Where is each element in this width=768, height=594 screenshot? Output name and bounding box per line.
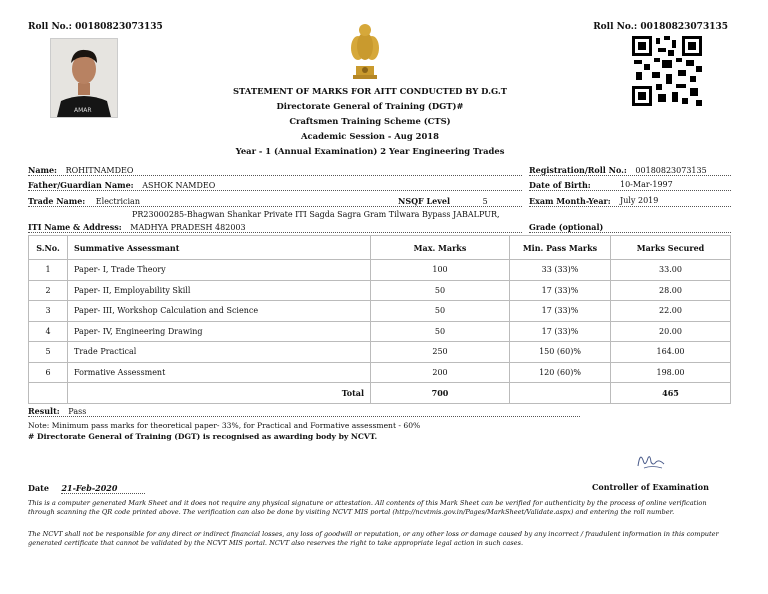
row-sno: 5 bbox=[29, 342, 68, 363]
row-max: 100 bbox=[371, 260, 510, 281]
row-min: 150 (60)% bbox=[510, 342, 611, 363]
row-sno: 6 bbox=[29, 362, 68, 383]
grade-row bbox=[529, 222, 603, 232]
iti-row bbox=[28, 222, 246, 232]
dob-label: Date of Birth: bbox=[529, 180, 591, 190]
father-row bbox=[28, 180, 215, 190]
row-sno: 1 bbox=[29, 260, 68, 281]
row-secured: 20.00 bbox=[611, 321, 731, 342]
marks-table bbox=[28, 235, 731, 404]
candidate-photo bbox=[50, 38, 118, 118]
total-min-blank bbox=[510, 383, 611, 404]
trade-label: Trade Name: bbox=[28, 196, 86, 206]
iti-label: ITI Name & Address: bbox=[28, 222, 122, 232]
name-dotted-line bbox=[28, 175, 522, 176]
row-assessment: Paper- III, Workshop Calculation and Science bbox=[68, 301, 371, 322]
exam-dotted-line bbox=[529, 206, 731, 207]
iti-dotted-line bbox=[28, 232, 522, 233]
registration-dotted-line bbox=[529, 175, 731, 176]
table-row bbox=[29, 260, 731, 281]
row-min: 33 (33)% bbox=[510, 260, 611, 281]
date-label: Date bbox=[28, 483, 49, 493]
row-min: 17 (33)% bbox=[510, 321, 611, 342]
row-max: 50 bbox=[371, 321, 510, 342]
registration-row bbox=[529, 165, 707, 175]
name-value: ROHITNAMDEO bbox=[65, 166, 134, 175]
header-assessment: Summative Assessmant bbox=[68, 236, 371, 260]
table-row bbox=[29, 280, 731, 301]
header-min-pass: Min. Pass Marks bbox=[510, 236, 611, 260]
result-value: Pass bbox=[68, 407, 87, 416]
result-dotted-line bbox=[28, 416, 580, 417]
iti-address-line1: PR23000285-Bhagwan Shankar Private ITI Sagda Sagra Gram Tilwara Bypass JABALPUR, bbox=[132, 210, 500, 219]
result-label: Result: bbox=[28, 406, 60, 416]
controller-of-examination: Controller of Examination bbox=[592, 482, 709, 492]
header-line-dgt: Directorate General of Training (DGT)# bbox=[276, 101, 464, 111]
nsqf-label: NSQF Level bbox=[398, 196, 451, 206]
nsqf-value: 5 bbox=[482, 197, 488, 206]
row-secured: 164.00 bbox=[611, 342, 731, 363]
table-row bbox=[29, 362, 731, 383]
name-label: Name: bbox=[28, 165, 58, 175]
exam-row bbox=[529, 196, 659, 206]
table-row bbox=[29, 342, 731, 363]
row-max: 50 bbox=[371, 301, 510, 322]
pass-marks-note: Note: Minimum pass marks for theoretical paper- 33%, for Practical and Formative assessment - 60% bbox=[28, 421, 421, 430]
roll-number-left: Roll No.: 00180823073135 bbox=[28, 22, 163, 32]
row-max: 50 bbox=[371, 280, 510, 301]
father-dotted-line bbox=[28, 190, 522, 191]
exam-value: July 2019 bbox=[620, 196, 659, 205]
header-line-cts: Craftsmen Training Scheme (CTS) bbox=[289, 116, 451, 126]
nsqf-row bbox=[398, 196, 488, 206]
trade-row bbox=[28, 196, 140, 206]
header-sno: S.No. bbox=[29, 236, 68, 260]
qr-code-icon[interactable] bbox=[632, 36, 702, 106]
national-emblem-icon bbox=[348, 22, 382, 82]
name-row bbox=[28, 165, 133, 175]
iti-address-line2: MADHYA PRADESH 482003 bbox=[130, 223, 246, 232]
grade-label: Grade (optional) bbox=[529, 222, 604, 232]
row-sno: 4 bbox=[29, 321, 68, 342]
total-label: Total bbox=[68, 383, 371, 404]
row-min: 17 (33)% bbox=[510, 280, 611, 301]
row-assessment: Trade Practical bbox=[68, 342, 371, 363]
row-assessment: Paper- I, Trade Theory bbox=[68, 260, 371, 281]
dob-row bbox=[529, 180, 673, 190]
total-blank-cell bbox=[29, 383, 68, 404]
row-secured: 198.00 bbox=[611, 362, 731, 383]
row-assessment: Paper- IV, Engineering Drawing bbox=[68, 321, 371, 342]
dob-dotted-line bbox=[529, 190, 731, 191]
row-assessment: Paper- II, Employability Skill bbox=[68, 280, 371, 301]
dob-value: 10-Mar-1997 bbox=[620, 180, 673, 189]
trade-dotted-line bbox=[28, 206, 522, 207]
row-secured: 33.00 bbox=[611, 260, 731, 281]
registration-value: 00180823073135 bbox=[635, 166, 707, 175]
result-row bbox=[28, 406, 86, 416]
grade-dotted-line bbox=[529, 232, 731, 233]
exam-label: Exam Month-Year: bbox=[529, 196, 611, 206]
table-header-row bbox=[29, 236, 731, 260]
disclaimer-verification: This is a computer generated Mark Sheet and it does not require any physical signature or attestation. All contents of this Mark Sheet can be verified for authenticity by the process of online verification through scanning the QR code printed above. The verification can also be done by visiting NCVT MIS portal (http://ncvtmis.gov.in/Pages/MarkSheet/Validate.aspx) and entering the roll number. bbox=[28, 499, 707, 516]
row-assessment: Formative Assessment bbox=[68, 362, 371, 383]
table-total-row bbox=[29, 383, 731, 404]
row-secured: 22.00 bbox=[611, 301, 731, 322]
date-row bbox=[28, 483, 145, 493]
trade-value: Electrician bbox=[95, 197, 140, 206]
row-sno: 3 bbox=[29, 301, 68, 322]
row-max: 250 bbox=[371, 342, 510, 363]
ncvt-note: # Directorate General of Training (DGT) is recognised as awarding body by NCVT. bbox=[28, 432, 378, 441]
father-label: Father/Guardian Name: bbox=[28, 180, 134, 190]
father-value: ASHOK NAMDEO bbox=[142, 181, 216, 190]
signature-icon bbox=[634, 450, 668, 472]
registration-label: Registration/Roll No.: bbox=[529, 165, 627, 175]
header-line-session: Academic Session - Aug 2018 bbox=[301, 131, 439, 141]
row-secured: 28.00 bbox=[611, 280, 731, 301]
date-value: 21-Feb-2020 bbox=[61, 483, 145, 494]
header-line-year: Year - 1 (Annual Examination) 2 Year Engineering Trades bbox=[235, 146, 505, 156]
disclaimer-liability: The NCVT shall not be responsible for any direct or indirect financial losses, any loss of goodwill or reputation, or any other loss or damage caused by any incorrect / fraudulent information in this computer generated certificate that cannot be validated by the NCVT MIS portal. NCVT also reserves the right to take appropriate legal action in such cases. bbox=[28, 530, 719, 547]
table-row bbox=[29, 321, 731, 342]
photo-shirt-text: AMAR bbox=[74, 107, 92, 114]
roll-number-right: Roll No.: 00180823073135 bbox=[593, 22, 728, 32]
row-min: 120 (60)% bbox=[510, 362, 611, 383]
row-max: 200 bbox=[371, 362, 510, 383]
row-sno: 2 bbox=[29, 280, 68, 301]
total-secured: 465 bbox=[611, 383, 731, 404]
total-max: 700 bbox=[371, 383, 510, 404]
row-min: 17 (33)% bbox=[510, 301, 611, 322]
header-marks-secured: Marks Secured bbox=[611, 236, 731, 260]
table-row bbox=[29, 301, 731, 322]
document-header bbox=[200, 84, 540, 159]
header-title: STATEMENT OF MARKS FOR AITT CONDUCTED BY D.G.T bbox=[232, 86, 508, 96]
header-max-marks: Max. Marks bbox=[371, 236, 510, 260]
